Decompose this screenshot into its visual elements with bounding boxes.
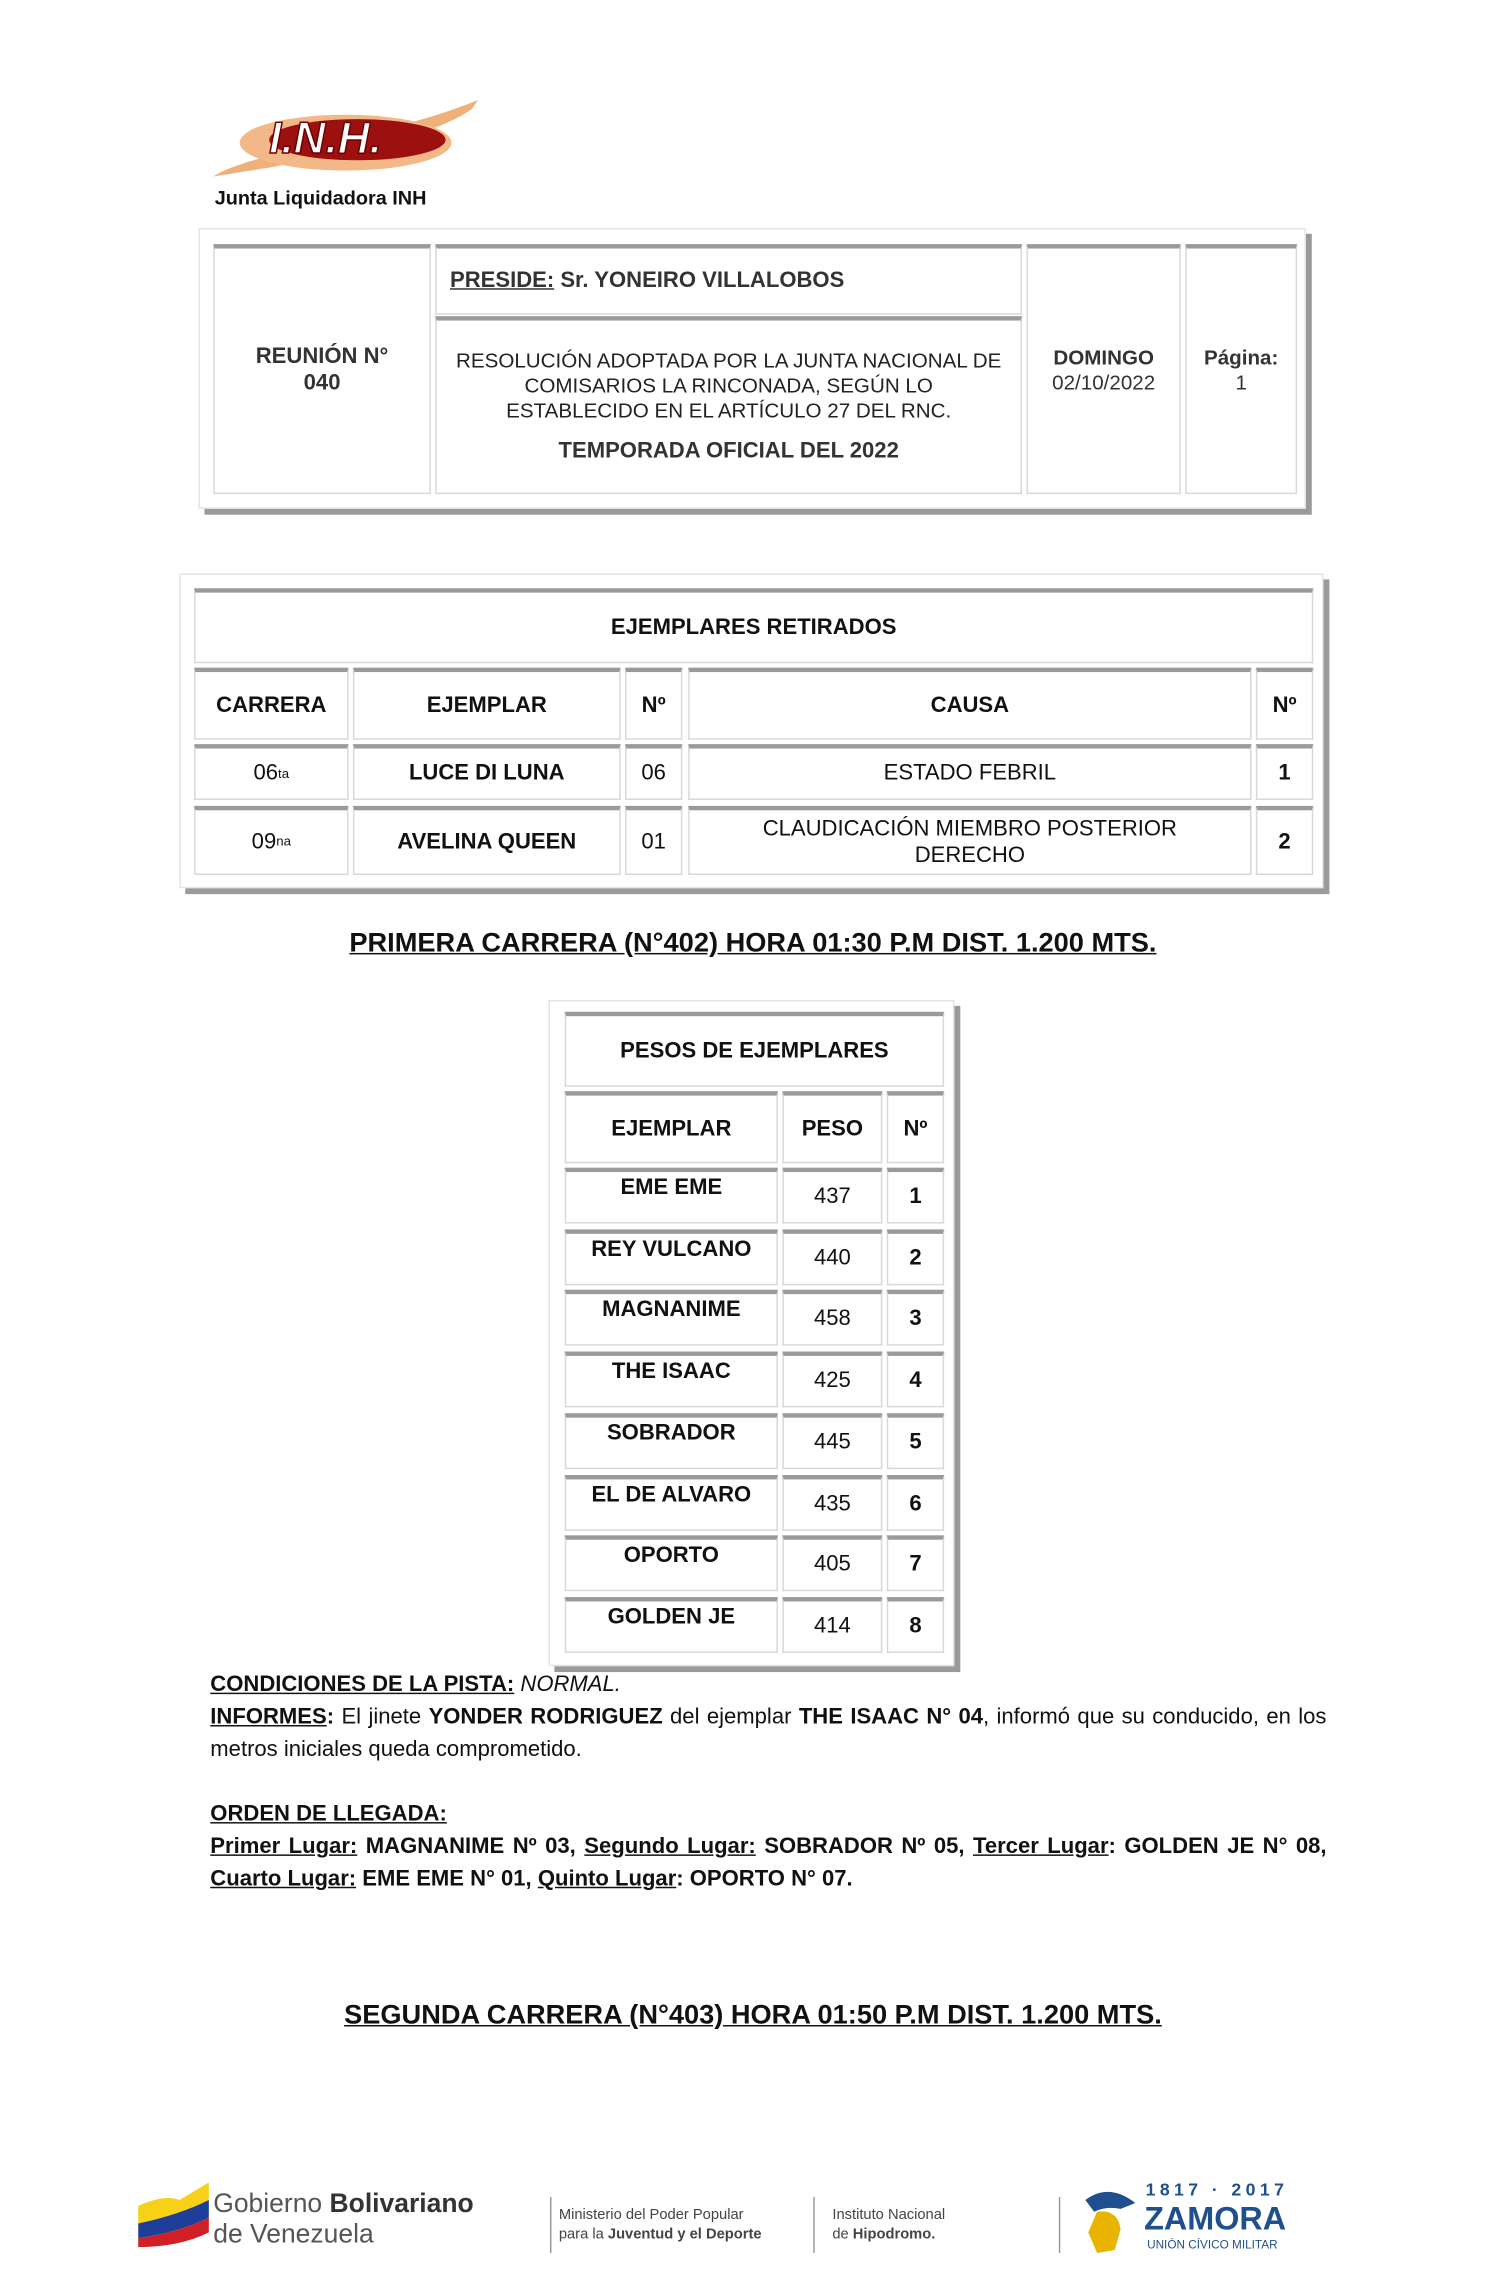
col-header-num: Nº <box>1256 668 1313 740</box>
day-label: DOMINGO <box>1053 345 1155 370</box>
place-value: SOBRADOR Nº 05, <box>764 1833 965 1859</box>
horse-number-cell: 1 <box>887 1168 944 1224</box>
carrera-suffix: ta <box>278 765 290 781</box>
place-value: EME EME N° 01, <box>362 1866 532 1892</box>
preside-label: PRESIDE: <box>450 267 555 293</box>
min-text: Juventud y el Deporte <box>607 2226 762 2243</box>
place-label: Cuarto Lugar: <box>210 1866 357 1892</box>
ejemplar-number-cell: 06 <box>625 744 682 800</box>
ejemplar-cell: AVELINA QUEEN <box>353 806 621 875</box>
weight-cell: 437 <box>782 1168 882 1224</box>
col-header-num: Nº <box>887 1091 944 1163</box>
inh-logo <box>210 94 482 185</box>
track-label: CONDICIONES DE LA PISTA: <box>210 1672 515 1698</box>
date-value: 02/10/2022 <box>1052 370 1156 395</box>
informes-text: El jinete <box>341 1704 422 1730</box>
horse-name: THE ISAAC N° 04 <box>798 1704 984 1730</box>
causa-cell: CLAUDICACIÓN MIEMBRO POSTERIOR DERECHO <box>688 806 1251 875</box>
row-number-cell: 1 <box>1256 744 1313 800</box>
reunion-cell <box>213 244 431 494</box>
inst-text: de <box>832 2226 849 2243</box>
weight-cell: 445 <box>782 1413 882 1469</box>
page-cell <box>1185 244 1297 494</box>
informes: INFORMES: El jinete YONDER RODRIGUEZ del ejemplar THE ISAAC N° 04, informó que su conducido, en los metros iniciales queda comprometido. <box>210 1704 1327 1762</box>
informes-label: INFORMES <box>210 1704 327 1730</box>
orden-label: ORDEN DE LLEGADA: <box>210 1801 447 1827</box>
carrera-cell <box>194 744 348 800</box>
place-label: Primer Lugar: <box>210 1833 358 1859</box>
preside-cell <box>435 244 1022 315</box>
horse-name-cell: THE ISAAC <box>565 1352 778 1408</box>
reunion-label: REUNIÓN N° <box>255 344 389 370</box>
horse-name-cell: EL DE ALVARO <box>565 1474 778 1530</box>
row-number-cell: 2 <box>1256 806 1313 875</box>
col-header-num-ejemplar: Nº <box>625 668 682 740</box>
zamora-portrait-icon <box>1076 2185 1141 2256</box>
gob-text: Gobierno <box>213 2188 323 2218</box>
place-label: Tercer Lugar <box>972 1833 1109 1859</box>
carrera-suffix: na <box>276 833 291 849</box>
horse-number-cell: 7 <box>887 1536 944 1592</box>
min-text: Ministerio del Poder Popular <box>558 2207 744 2224</box>
weight-cell: 435 <box>782 1474 882 1530</box>
track-conditions <box>210 1669 1326 1701</box>
inh-logo-icon <box>210 94 482 185</box>
inst-text: Hipodromo. <box>852 2226 936 2243</box>
preside-name: Sr. YONEIRO VILLALOBOS <box>560 267 845 293</box>
place-label: Segundo Lugar: <box>584 1833 756 1859</box>
weight-cell: 405 <box>782 1536 882 1592</box>
gobierno-logo <box>213 2188 473 2250</box>
informes-text: del ejemplar <box>670 1704 792 1730</box>
horse-name-cell: SOBRADOR <box>565 1413 778 1469</box>
horse-name-cell: MAGNANIME <box>565 1290 778 1346</box>
gob-text: de Venezuela <box>213 2219 374 2249</box>
carrera-number: 09 <box>251 828 277 854</box>
ejemplar-number-cell: 01 <box>625 806 682 875</box>
gob-text: Bolivariano <box>329 2188 474 2218</box>
zamora-years: 1817 · 2017 <box>1145 2179 1289 2201</box>
carrera-cell <box>194 806 348 875</box>
horse-name-cell: REY VULCANO <box>565 1229 778 1285</box>
weight-cell: 458 <box>782 1290 882 1346</box>
weights-title: PESOS DE EJEMPLARES <box>565 1012 944 1087</box>
logo-caption: Junta Liquidadora INH <box>214 186 427 209</box>
min-text: para la <box>558 2226 604 2243</box>
race1-heading: PRIMERA CARRERA (N°402) HORA 01:30 P.M DIST. 1.200 MTS. <box>349 926 1157 958</box>
place-value: MAGNANIME Nº 03, <box>365 1833 576 1859</box>
col-header-causa: CAUSA <box>688 668 1251 740</box>
jockey-name: YONDER RODRIGUEZ <box>428 1704 663 1730</box>
inst-text: Instituto Nacional <box>832 2207 946 2224</box>
ejemplar-cell: LUCE DI LUNA <box>353 744 621 800</box>
horse-number-cell: 3 <box>887 1290 944 1346</box>
horse-name-cell: EME EME <box>565 1168 778 1224</box>
place-value: : GOLDEN JE N° 08, <box>1108 1833 1327 1859</box>
ministerio-logo <box>559 2206 762 2244</box>
zamora-subtitle: UNIÓN CÍVICO MILITAR <box>1147 2238 1278 2252</box>
col-header-ejemplar: EJEMPLAR <box>353 668 621 740</box>
arrival-order <box>210 1831 1326 1896</box>
weight-cell: 425 <box>782 1352 882 1408</box>
zamora-title: ZAMORA <box>1144 2200 1287 2237</box>
venezuela-flag-icon <box>135 2182 211 2247</box>
footer <box>135 2179 1326 2256</box>
horse-number-cell: 8 <box>887 1597 944 1653</box>
causa-cell: ESTADO FEBRIL <box>688 744 1251 800</box>
col-header-ejemplar: EJEMPLAR <box>565 1091 778 1163</box>
weight-cell: 440 <box>782 1229 882 1285</box>
carrera-number: 06 <box>253 760 279 786</box>
race2-heading: SEGUNDA CARRERA (N°403) HORA 01:50 P.M DIST. 1.200 MTS. <box>344 1998 1162 2030</box>
resolution-cell <box>435 316 1022 494</box>
track-value: NORMAL. <box>520 1672 621 1698</box>
horse-number-cell: 6 <box>887 1474 944 1530</box>
horse-number-cell: 2 <box>887 1229 944 1285</box>
horse-number-cell: 4 <box>887 1352 944 1408</box>
informes-text: , informó que su conducido, en los metros iniciales queda comprometido. <box>210 1704 1327 1762</box>
page-number: 1 <box>1235 370 1247 395</box>
svg-text:I.N.H.: I.N.H. <box>269 113 382 163</box>
horse-name-cell: OPORTO <box>565 1536 778 1592</box>
season-label: TEMPORADA OFICIAL DEL 2022 <box>558 437 899 463</box>
reunion-number: 040 <box>303 370 341 396</box>
page-label: Página: <box>1203 345 1279 370</box>
retirados-title: EJEMPLARES RETIRADOS <box>194 588 1313 663</box>
col-header-carrera: CARRERA <box>194 668 348 740</box>
horse-number-cell: 5 <box>887 1413 944 1469</box>
place-value: : OPORTO N° 07. <box>676 1866 853 1892</box>
date-cell <box>1026 244 1180 494</box>
place-label: Quinto Lugar <box>537 1866 677 1892</box>
col-header-peso: PESO <box>782 1091 882 1163</box>
instituto-logo <box>832 2206 945 2244</box>
weight-cell: 414 <box>782 1597 882 1653</box>
resolution-text: RESOLUCIÓN ADOPTADA POR LA JUNTA NACIONAL DE COMISARIOS LA RINCONADA, SEGÚN LO ESTABLECIDO EN EL ARTÍCULO 27 DEL RNC. <box>456 348 1002 422</box>
horse-name-cell: GOLDEN JE <box>565 1597 778 1653</box>
